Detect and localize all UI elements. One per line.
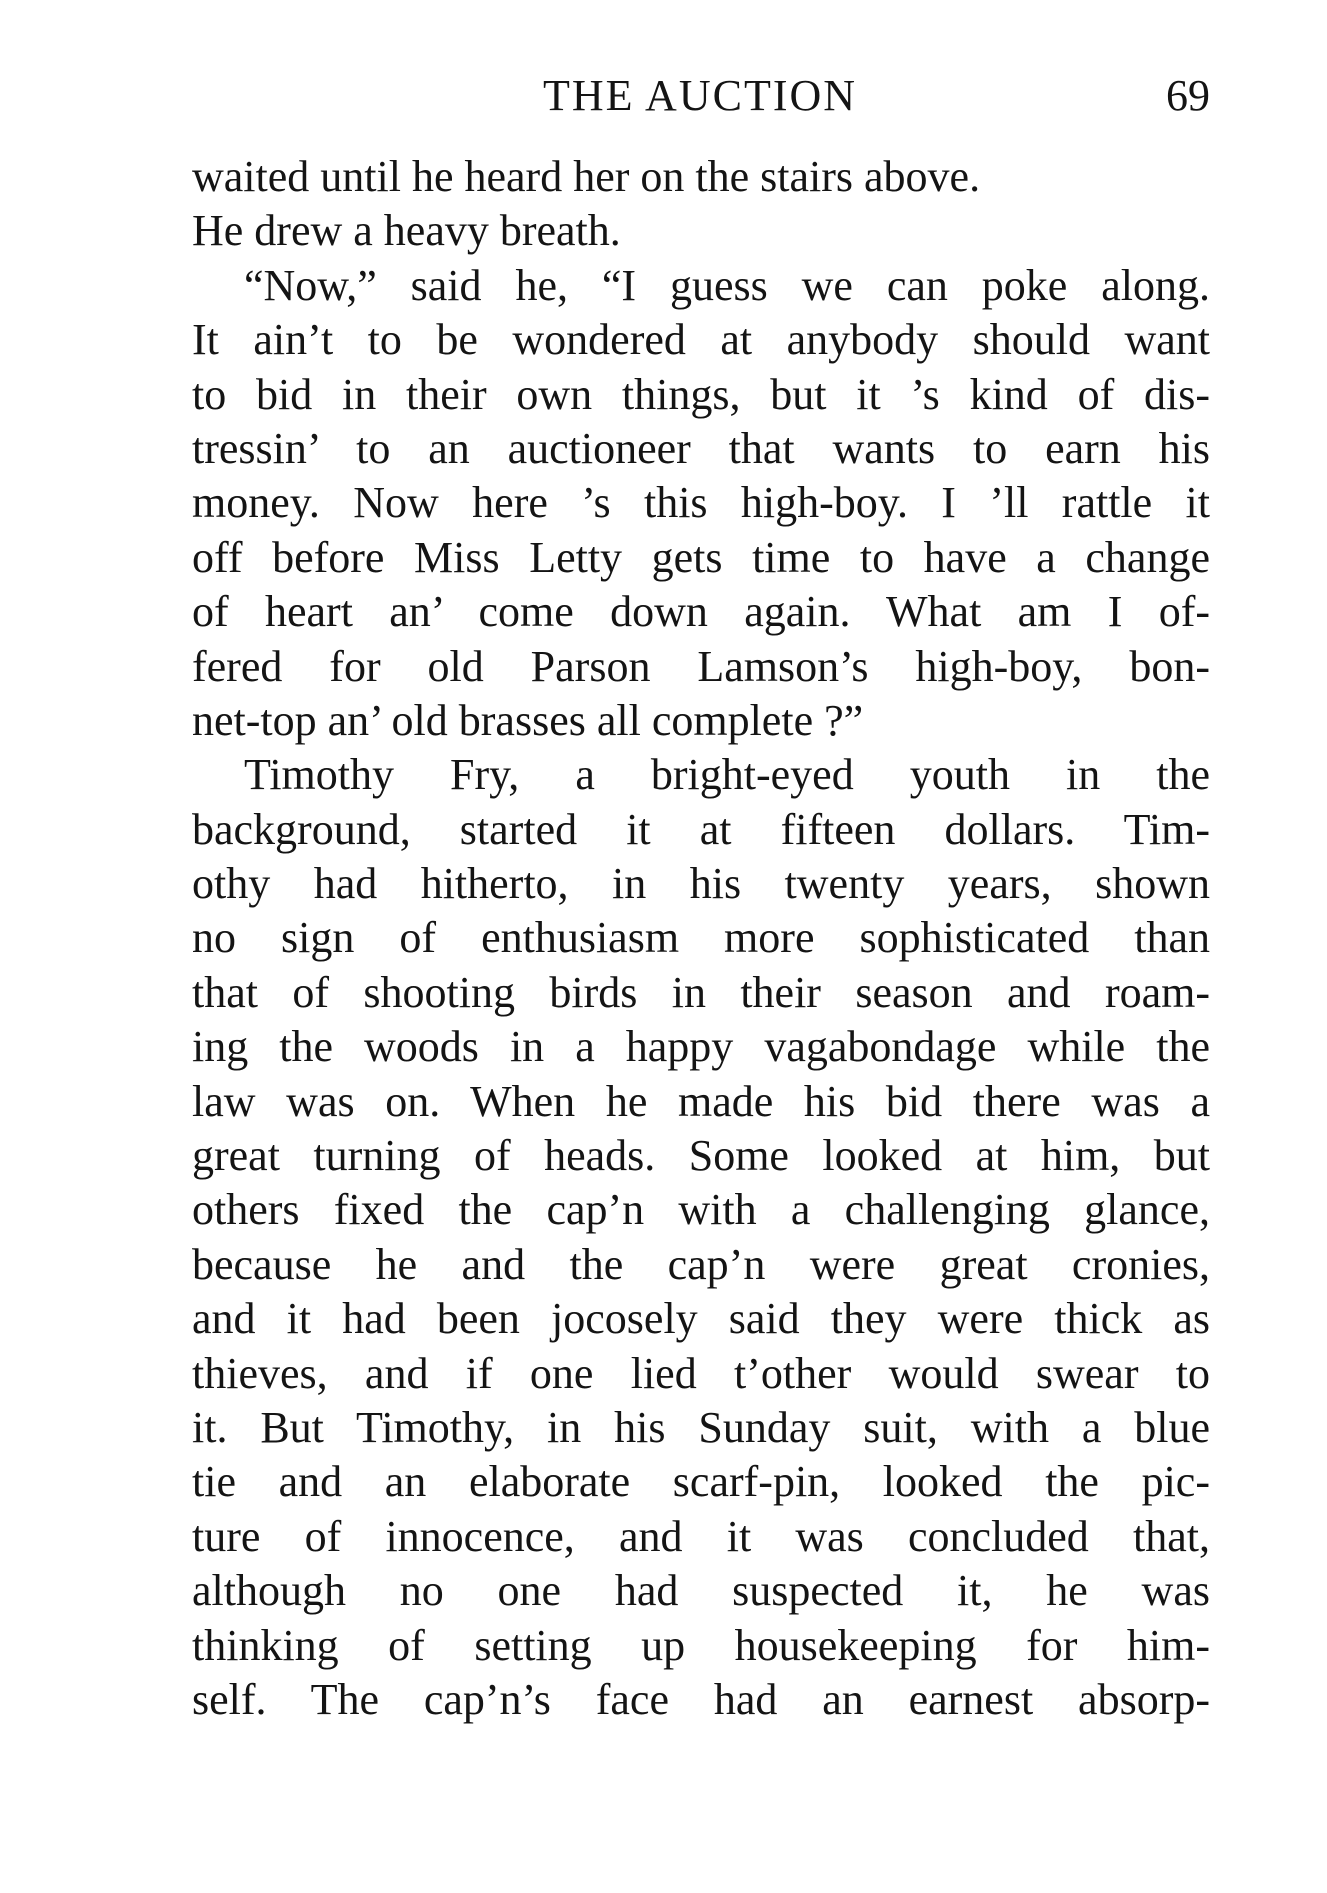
text-line: ture of innocence, and it was concluded that, [192,1511,1210,1561]
text-line: Timothy Fry, a bright-eyed youth in the [244,750,1210,800]
text-line: background, started it at fifteen dollars. Tim- [192,804,1210,854]
text-line: It ain’t to be wondered at anybody should want [192,315,1210,365]
text-line: although no one had suspected it, he was [192,1566,1210,1616]
page-number: 69 [1166,71,1210,120]
text-line: He drew a heavy breath. [192,206,621,256]
text-line: off before Miss Letty gets time to have a change [192,532,1210,582]
running-title: THE AUCTION [542,71,858,120]
text-line: tressin’ to an auctioneer that wants to earn his [192,423,1210,473]
text-line: thinking of setting up housekeeping for him- [192,1620,1210,1670]
body-text [192,150,1210,1727]
text-line: fered for old Parson Lamson’s high-boy, bon- [192,641,1210,691]
text-line: waited until he heard her on the stairs above. [192,152,981,201]
text-line: ing the woods in a happy vagabondage while the [192,1022,1210,1072]
text-line: thieves, and if one lied t’other would swear to [192,1348,1210,1398]
text-line: tie and an elaborate scarf-pin, looked the pic- [192,1457,1210,1507]
text-line: othy had hitherto, in his twenty years, shown [192,859,1210,909]
text-line: it. But Timothy, in his Sunday suit, with a blue [192,1402,1210,1452]
text-line: to bid in their own things, but it ’s kind of dis- [192,369,1210,419]
text-line: money. Now here ’s this high-boy. I ’ll rattle it [192,478,1210,528]
text-line: law was on. When he made his bid there was a [192,1076,1210,1126]
text-line: that of shooting birds in their season and roam- [192,967,1210,1017]
text-line: of heart an’ come down again. What am I of- [192,587,1210,637]
text-line: no sign of enthusiasm more sophisticated than [192,913,1210,963]
text-line: self. The cap’n’s face had an earnest absorp- [192,1674,1210,1724]
text-line: net-top an’ old brasses all complete ?” [192,695,864,745]
text-line: because he and the cap’n were great cronies, [192,1239,1210,1289]
running-head [190,68,1210,128]
text-line: “Now,” said he, “I guess we can poke along. [244,260,1210,310]
text-line: and it had been jocosely said they were thick as [192,1294,1210,1344]
text-line: great turning of heads. Some looked at him, but [192,1131,1210,1181]
text-line: others fixed the cap’n with a challenging glance, [192,1185,1210,1235]
